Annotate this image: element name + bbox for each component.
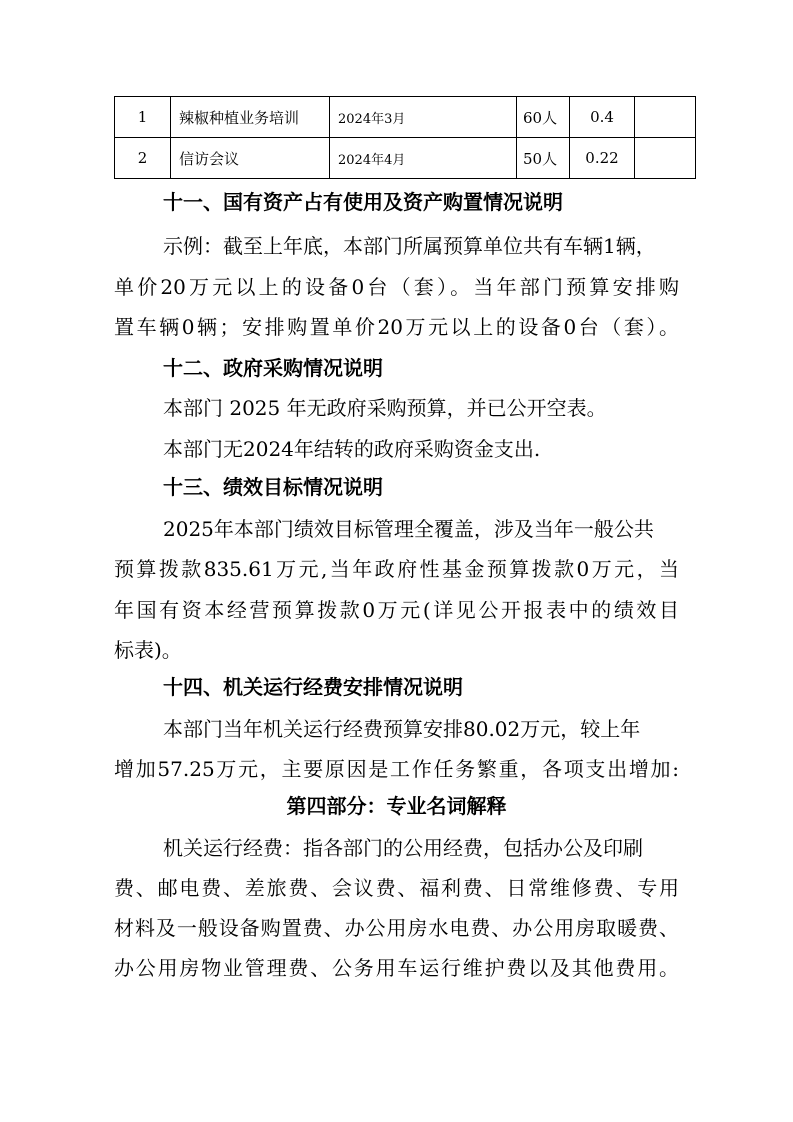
paragraph-line: 预算拨款835.61万元,当年政府性基金预算拨款0万元，当 <box>114 557 679 581</box>
item-name: 辣椒种植业务培训 <box>171 97 330 138</box>
paragraph-line: 标表)。 <box>114 638 182 662</box>
paragraph-line: 增加57.25万元，主要原因是工作任务繁重，各项支出增加: <box>114 757 679 781</box>
paragraph-line: 单价20万元以上的设备0台（套）。当年部门预算安排购 <box>114 275 679 299</box>
part-4-heading: 第四部分：专业名词解释 <box>286 794 507 818</box>
item-amount: 0.4 <box>570 97 635 138</box>
paragraph-line: 本部门 2025 年无政府采购预算，并已公开空表。 <box>163 396 607 420</box>
item-people: 50人 <box>517 138 570 179</box>
row-number: 1 <box>115 97 171 138</box>
paragraph-line: 办公用房物业管理费、公务用车运行维护费以及其他费用。 <box>114 956 679 980</box>
table-row <box>115 97 696 138</box>
section-14-heading: 十四、机关运行经费安排情况说明 <box>163 675 463 699</box>
paragraph-line: 费、邮电费、差旅费、会议费、福利费、日常维修费、专用 <box>114 876 679 900</box>
paragraph-line: 本部门无2024年结转的政府采购资金支出. <box>163 437 541 461</box>
paragraph-line: 本部门当年机关运行经费预算安排80.02万元，较上年 <box>163 717 641 741</box>
item-amount: 0.22 <box>570 138 635 179</box>
paragraph-line: 年国有资本经营预算拨款0万元(详见公开报表中的绩效目 <box>114 598 679 622</box>
item-date: 2024年3月 <box>330 97 517 138</box>
item-note <box>635 97 696 138</box>
paragraph-line: 材料及一般设备购置费、办公用房水电费、办公用房取暖费、 <box>114 916 679 940</box>
section-13-heading: 十三、绩效目标情况说明 <box>163 475 383 499</box>
item-people: 60人 <box>517 97 570 138</box>
item-date: 2024年4月 <box>330 138 517 179</box>
paragraph-line: 示例：截至上年底，本部门所属预算单位共有车辆1辆， <box>163 234 656 258</box>
paragraph-line: 机关运行经费：指各部门的公用经费，包括办公及印刷 <box>163 836 643 860</box>
item-name: 信访会议 <box>171 138 330 179</box>
paragraph-line: 置车辆0辆；安排购置单价20万元以上的设备0台（套）。 <box>114 315 679 339</box>
item-note <box>635 138 696 179</box>
paragraph-line: 2025年本部门绩效目标管理全覆盖，涉及当年一般公共 <box>163 517 654 541</box>
table-row <box>115 138 696 179</box>
row-number: 2 <box>115 138 171 179</box>
training-meeting-table <box>114 96 696 179</box>
section-12-heading: 十二、政府采购情况说明 <box>163 356 383 380</box>
section-11-heading: 十一、国有资产占有使用及资产购置情况说明 <box>163 190 563 214</box>
